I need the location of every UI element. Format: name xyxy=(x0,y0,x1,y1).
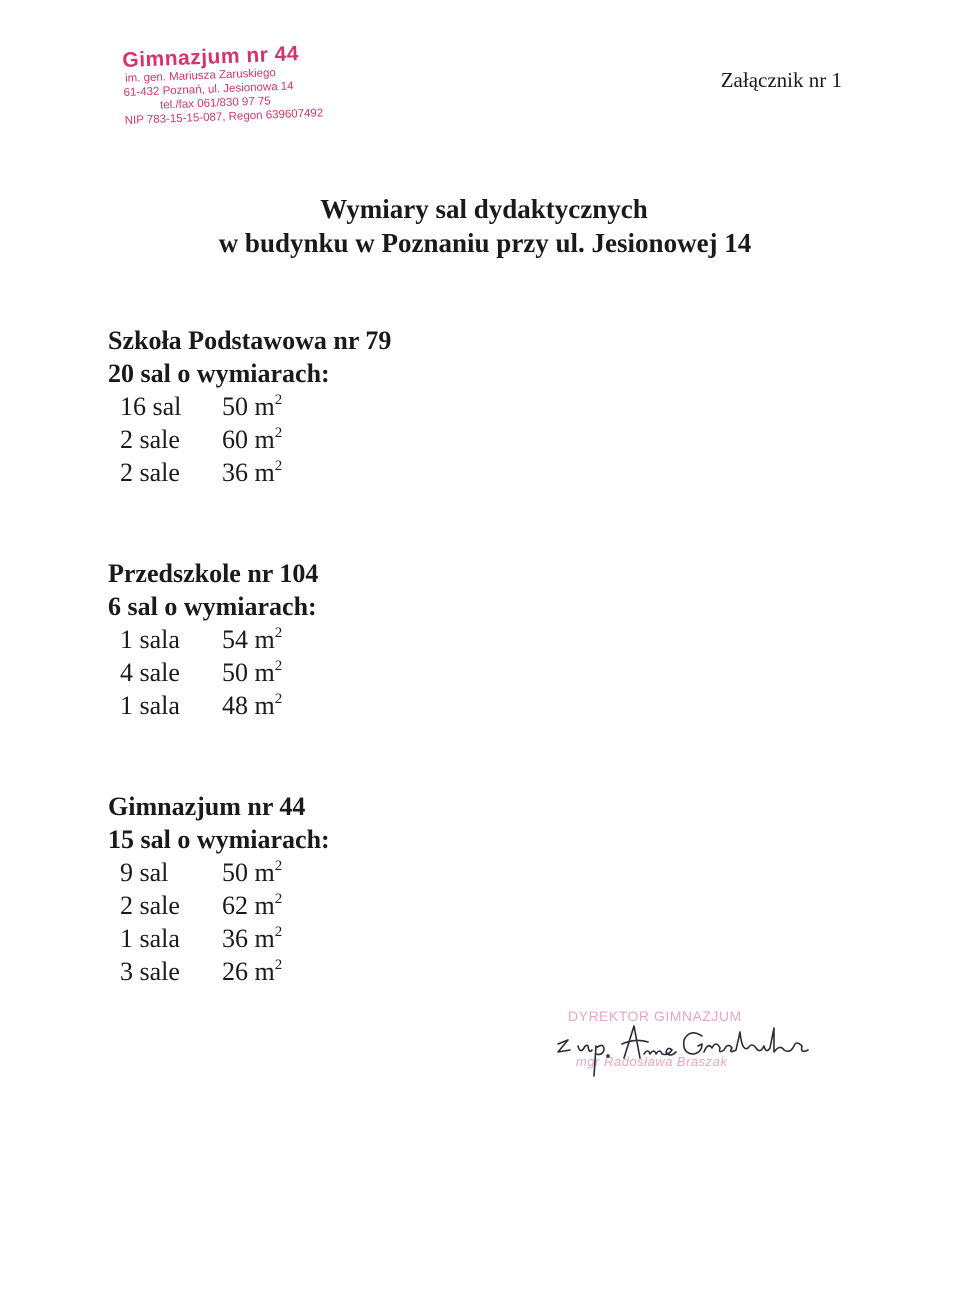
room-area: 50 m xyxy=(222,392,275,421)
section-count: 15 sal o wymiarach: xyxy=(108,825,330,854)
title-line-2: w budynku w Poznaniu przy ul. Jesionowej 14 xyxy=(218,228,752,258)
section-name: Gimnazjum nr 44 xyxy=(108,792,306,821)
room-area: 36 m xyxy=(222,924,275,953)
room-qty: 3 sale xyxy=(120,957,180,986)
stamp-phone: tel./fax 061/830 97 75 xyxy=(159,95,271,112)
handwritten-signature xyxy=(552,1018,822,1088)
room-area: 50 m xyxy=(222,658,275,687)
unit-exponent: 2 xyxy=(274,658,283,674)
room-area: 60 m xyxy=(222,425,275,454)
room-qty: 1 sala xyxy=(120,625,180,654)
title-line-1: Wymiary sal dydaktycznych xyxy=(320,194,648,224)
unit-exponent: 2 xyxy=(274,858,283,874)
unit-exponent: 2 xyxy=(274,957,283,973)
room-list xyxy=(108,623,318,722)
stamp-patron: im. gen. Mariusza Zaruskiego xyxy=(124,67,277,85)
unit-exponent: 2 xyxy=(274,392,283,408)
unit-exponent: 2 xyxy=(274,924,283,940)
room-area: 36 m xyxy=(222,458,275,487)
section-name: Szkoła Podstawowa nr 79 xyxy=(108,326,392,355)
section-count: 20 sal o wymiarach: xyxy=(108,359,330,388)
room-row xyxy=(108,623,318,656)
school-stamp xyxy=(122,41,365,128)
annex-label: Załącznik nr 1 xyxy=(720,68,842,92)
stamp-address: 61-432 Poznań, ul. Jesionowa 14 xyxy=(123,80,294,99)
room-list xyxy=(108,390,391,489)
room-list xyxy=(108,856,330,988)
room-row xyxy=(108,390,391,423)
room-row xyxy=(108,656,318,689)
room-row xyxy=(108,922,330,955)
room-area: 54 m xyxy=(222,625,275,654)
room-area: 48 m xyxy=(222,691,275,720)
stamp-school-name: Gimnazjum nr 44 xyxy=(121,42,300,72)
room-qty: 2 sale xyxy=(120,458,180,487)
room-qty: 4 sale xyxy=(120,658,180,687)
section-preschool xyxy=(108,557,318,722)
section-primary-school xyxy=(108,324,391,489)
room-area: 26 m xyxy=(222,957,275,986)
unit-exponent: 2 xyxy=(274,458,283,474)
director-title: DYREKTOR GIMNAZJUM xyxy=(568,1008,742,1024)
room-row xyxy=(108,955,330,988)
unit-exponent: 2 xyxy=(274,891,283,907)
room-qty: 16 sal xyxy=(120,392,182,421)
unit-exponent: 2 xyxy=(274,691,283,707)
room-area: 62 m xyxy=(222,891,275,920)
room-row xyxy=(108,889,330,922)
room-qty: 2 sale xyxy=(120,891,180,920)
room-qty: 2 sale xyxy=(120,425,180,454)
section-count: 6 sal o wymiarach: xyxy=(108,592,317,621)
room-qty: 1 sala xyxy=(120,924,180,953)
director-name: mgr Radosława Braszak xyxy=(576,1054,728,1069)
unit-exponent: 2 xyxy=(274,625,283,641)
stamp-nip-regon: NIP 783-15-15-087, Regon 639607492 xyxy=(124,107,324,127)
room-area: 50 m xyxy=(222,858,275,887)
section-name: Przedszkole nr 104 xyxy=(108,559,319,588)
room-qty: 9 sal xyxy=(120,858,169,887)
unit-exponent: 2 xyxy=(274,425,283,441)
room-row xyxy=(108,423,391,456)
section-middle-school xyxy=(108,790,330,988)
room-row xyxy=(108,456,391,489)
document-title xyxy=(0,192,960,260)
room-row xyxy=(108,856,330,889)
room-row xyxy=(108,689,318,722)
room-qty: 1 sala xyxy=(120,691,180,720)
